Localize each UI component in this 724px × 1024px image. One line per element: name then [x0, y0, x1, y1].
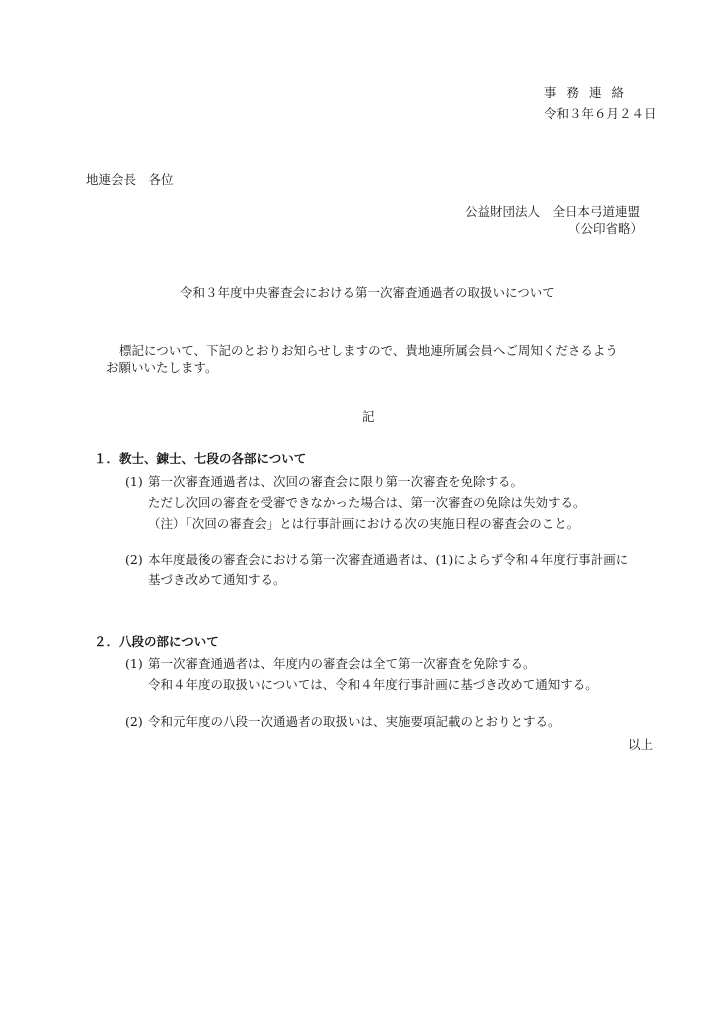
document-subject: 令和３年度中央審査会における第一次審査通過者の取扱いについて [180, 285, 555, 300]
section-1-item-2-number: (2) [125, 552, 143, 567]
section-2-item-2-number: (2) [125, 714, 143, 729]
section-1-item-1-line-2: ただし次回の審査を受審できなかった場合は、第一次審査の免除は失効する。 [148, 495, 586, 510]
ki-heading: 記 [362, 409, 375, 424]
document-date: 令和３年６月２４日 [544, 106, 657, 121]
section-1-item-2-line-1: 本年度最後の審査会における第一次審査通過者は、(1)によらず令和４年度行事計画に [148, 552, 629, 567]
section-2-item-1-line-1: 第一次審査通過者は、年度内の審査会は全て第一次審査を免除する。 [148, 656, 536, 671]
section-1-item-1-note: （注）「次回の審査会」とは行事計画における次の実施日程の審査会のこと。 [148, 516, 580, 531]
body-text-line-1: 標記について、下記のとおりお知らせしますので、貴地連所属会員へご周知くださるよう [119, 343, 618, 358]
section-1-heading: １．教士、錬士、七段の各部について [94, 451, 307, 466]
section-2-item-1-number: (1) [125, 656, 143, 671]
seal-omitted-note: （公印省略） [568, 221, 644, 236]
document-type: 事務連絡 [544, 85, 635, 100]
section-1-item-2-line-2: 基づき改めて通知する。 [148, 572, 286, 587]
section-2-heading: ２．八段の部について [94, 634, 219, 649]
closing-remark: 以上 [628, 737, 654, 752]
recipient-line: 地連会長 各位 [86, 172, 174, 187]
section-2-item-1-line-2: 令和４年度の取扱いについては、令和４年度行事計画に基づき改めて通知する。 [148, 677, 598, 692]
section-1-item-1-number: (1) [125, 474, 143, 489]
sender-organization: 公益財団法人 全日本弓道連盟 [465, 204, 641, 219]
section-1-item-1-line-1: 第一次審査通過者は、次回の審査会に限り第一次審査を免除する。 [148, 474, 524, 489]
body-text-line-2: お願いいたします。 [106, 360, 218, 375]
section-2-item-2-line-1: 令和元年度の八段一次通過者の取扱いは、実施要項記載のとおりとする。 [148, 714, 561, 729]
